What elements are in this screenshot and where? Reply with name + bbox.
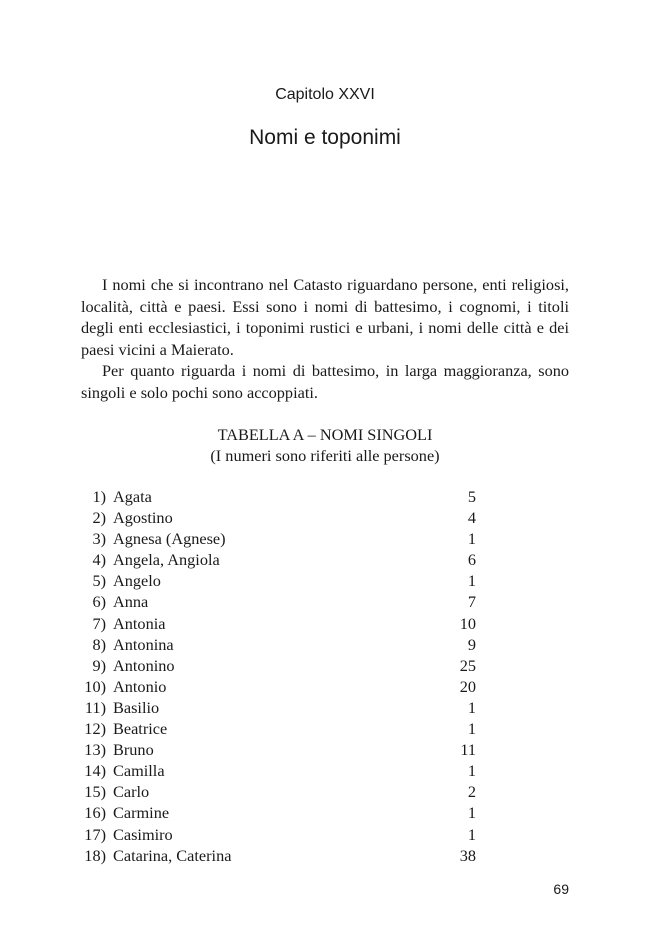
table-row [72, 824, 476, 845]
row-count: 1 [467, 761, 476, 781]
table-row [72, 676, 476, 697]
row-count: 10 [459, 613, 476, 633]
table-row [72, 570, 476, 591]
row-count: 4 [467, 508, 476, 528]
row-count: 1 [467, 571, 476, 591]
row-count: 5 [467, 487, 476, 506]
row-number: 16) [84, 803, 106, 823]
row-number: 5) [92, 571, 106, 591]
row-name: Antonino [113, 655, 175, 675]
names-table [72, 486, 476, 866]
paragraph: Per quanto riguarda i nomi di battesimo, in larga maggioranza, sono singoli e solo pochi sono accoppiati. [81, 361, 569, 402]
row-count: 20 [459, 676, 476, 696]
table-row [72, 802, 476, 823]
row-name: Antonina [113, 634, 174, 654]
row-number: 13) [84, 740, 106, 760]
row-count: 1 [467, 803, 476, 823]
row-number: 1) [92, 487, 106, 506]
table-row [72, 781, 476, 802]
table-row [72, 739, 476, 760]
row-name: Agata [113, 487, 152, 506]
table-row [72, 718, 476, 739]
table-row [72, 845, 476, 866]
row-name: Antonio [113, 676, 167, 696]
row-count: 38 [459, 845, 476, 865]
row-count: 25 [459, 655, 476, 675]
table-row [72, 486, 476, 507]
table-subtitle: (I numeri sono riferiti alle persone) [210, 446, 440, 465]
page-number: 69 [553, 881, 569, 897]
row-name: Agnesa (Agnese) [113, 529, 226, 549]
row-number: 4) [92, 550, 106, 570]
paragraph: I nomi che si incontrano nel Catasto riguardano persone, enti religiosi, località, città e paesi. Essi sono i nomi di battesimo, i cognomi, i titoli degli enti ecclesiastici, i toponimi rustici e urbani, i nomi delle città e dei paesi vicini a Maierato. [81, 275, 569, 359]
row-count: 1 [467, 719, 476, 739]
row-number: 14) [84, 761, 106, 781]
row-number: 18) [84, 845, 106, 865]
row-number: 6) [92, 592, 106, 612]
row-number: 9) [92, 655, 106, 675]
table-row [72, 549, 476, 570]
table-row [72, 655, 476, 676]
row-name: Agostino [113, 508, 173, 528]
row-name: Basilio [113, 697, 160, 717]
row-number: 11) [84, 697, 106, 717]
row-count: 2 [467, 782, 476, 802]
table-row [72, 507, 476, 528]
row-name: Casimiro [113, 824, 173, 844]
row-count: 1 [467, 529, 476, 549]
row-name: Angelo [113, 571, 161, 591]
row-number: 17) [84, 824, 106, 844]
chapter-title: Nomi e toponimi [249, 126, 401, 149]
row-number: 2) [92, 508, 106, 528]
row-number: 10) [84, 676, 106, 696]
row-count: 9 [467, 634, 476, 654]
row-number: 3) [92, 529, 106, 549]
chapter-label: Capitolo XXVI [275, 86, 375, 103]
table-row [72, 760, 476, 781]
row-name: Carmine [113, 803, 170, 823]
row-name: Angela, Angiola [113, 550, 220, 570]
row-count: 6 [467, 550, 476, 570]
row-number: 7) [92, 613, 106, 633]
row-name: Carlo [113, 782, 150, 802]
body-text [81, 274, 569, 404]
row-name: Camilla [113, 761, 165, 781]
table-row [72, 634, 476, 655]
table-row [72, 697, 476, 718]
table-row [72, 528, 476, 549]
row-count: 1 [467, 697, 476, 717]
row-name: Anna [113, 592, 149, 612]
row-number: 15) [84, 782, 106, 802]
table-caption [0, 424, 650, 466]
table-title: TABELLA A – NOMI SINGOLI [217, 425, 433, 444]
row-number: 12) [84, 719, 106, 739]
row-name: Bruno [113, 740, 154, 760]
table-row [72, 613, 476, 634]
row-name: Antonia [113, 613, 166, 633]
row-name: Catarina, Caterina [113, 845, 232, 865]
row-name: Beatrice [113, 719, 168, 739]
row-number: 8) [92, 634, 106, 654]
row-count: 1 [467, 824, 476, 844]
row-count: 11 [460, 740, 476, 760]
row-count: 7 [467, 592, 476, 612]
table-row [72, 591, 476, 612]
